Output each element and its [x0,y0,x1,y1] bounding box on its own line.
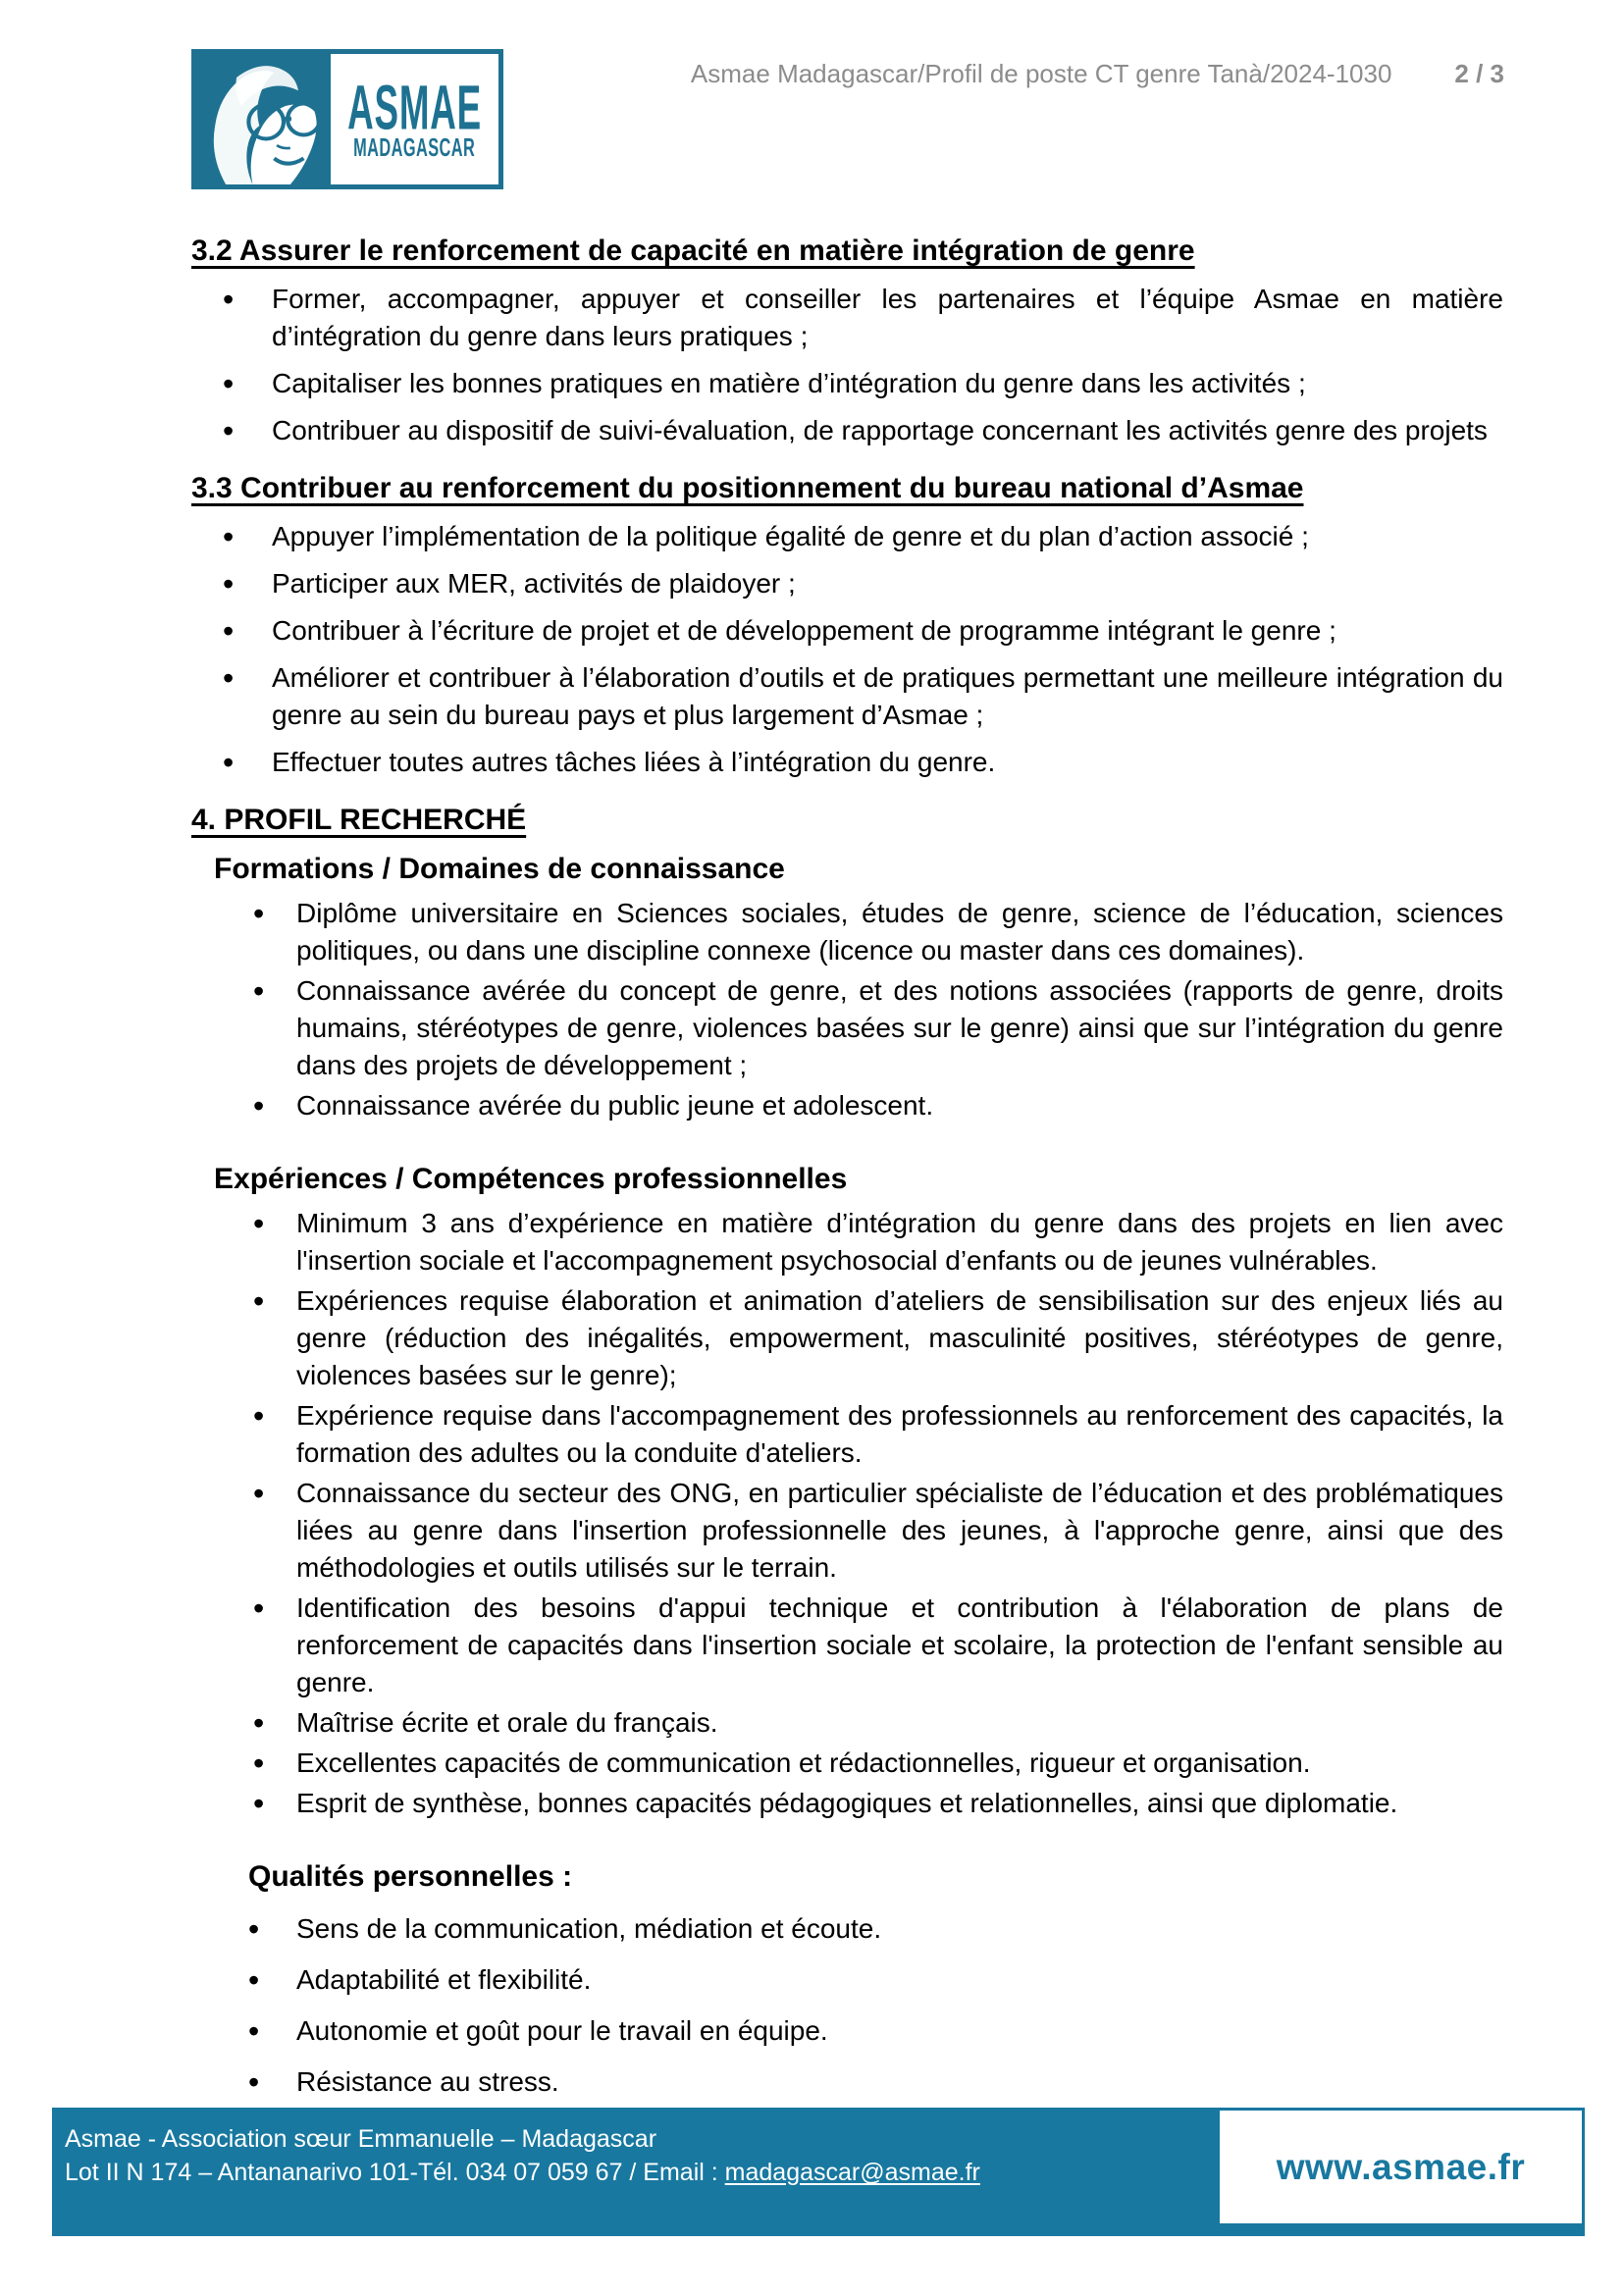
portrait-illustration-icon [196,54,331,184]
bullet-item: • Adaptabilité et flexibilité. [191,1961,1503,1999]
asmae-logo [191,49,503,189]
bullet-item: • Autonomie et goût pour le travail en équipe. [191,2012,1503,2050]
qualites-list [191,1910,1503,2101]
bullet-item: • Appuyer l’implémentation de la politique égalité de genre et du plan d’action associé ; [191,518,1503,555]
document-header [0,0,1624,189]
section-3-2-heading: 3.2 Assurer le renforcement de capacité en matière intégration de genre [191,235,1195,267]
bullet-item: • Connaissance du secteur des ONG, en particulier spécialiste de l’éducation et des problématiques liées au genre dans l'insertion professionnelle des jeunes, à l'approche genre, ainsi que des méthodologies et outils utilisés sur le terrain. [191,1475,1503,1587]
document-body [0,232,1624,2101]
section-3-3 [191,469,1503,781]
formations-heading: Formations / Domaines de connaissance [214,853,785,885]
bullet-item: • Sens de la communication, médiation et écoute. [191,1910,1503,1948]
page-number: 2 / 3 [1454,59,1504,88]
bullet-item: • Contribuer au dispositif de suivi-évaluation, de rapportage concernant les activités genre des projets [191,412,1503,449]
footer-website-text: www.asmae.fr [1276,2146,1526,2187]
bullet-item: • Excellentes capacités de communication et rédactionnelles, rigueur et organisation. [191,1745,1503,1782]
section-3-3-list [191,518,1503,781]
subsection-formations [191,850,1503,1124]
logo-region-text: MADAGASCAR [353,134,476,163]
section-3-2-list [191,281,1503,449]
subsection-experiences [191,1160,1503,1822]
logo-brand-text: ASMAE [346,71,482,143]
subsection-qualites [191,1857,1503,2101]
bullet-item: • Former, accompagner, appuyer et conseiller les partenaires et l’équipe Asmae en matière d’intégration du genre dans leurs pratiques ; [191,281,1503,355]
header-meta [691,59,1504,89]
footer-org-line: Asmae - Association sœur Emmanuelle – Madagascar [65,2125,657,2153]
section-4-heading: 4. PROFIL RECHERCHÉ [191,804,527,836]
section-3-2 [191,232,1503,449]
bullet-item: • Expérience requise dans l'accompagnement des professionnels au renforcement des capacités, la formation des adultes ou la conduite d'ateliers. [191,1397,1503,1472]
experiences-list [191,1205,1503,1822]
bullet-item: • Contribuer à l’écriture de projet et de développement de programme intégrant le genre ; [191,612,1503,650]
bullet-item: • Connaissance avérée du concept de genre, et des notions associées (rapports de genre, droits humains, stéréotypes de genre, violences basées sur le genre) ainsi que sur l’intégration du genre dans des projets de développement ; [191,972,1503,1084]
experiences-heading: Expériences / Compétences professionnelles [214,1163,848,1195]
qualites-heading: Qualités personnelles : [248,1860,573,1893]
bullet-item: • Capitaliser les bonnes pratiques en matière d’intégration du genre dans les activités ; [191,365,1503,402]
bullet-item: • Améliorer et contribuer à l’élaboration d’outils et de pratiques permettant une meilleure intégration du genre au sein du bureau pays et plus largement d’Asmae ; [191,659,1503,734]
footer-banner [52,2108,1585,2236]
section-3-3-heading: 3.3 Contribuer au renforcement du positionnement du bureau national d’Asmae [191,472,1304,504]
bullet-item: • Effectuer toutes autres tâches liées à l’intégration du genre. [191,744,1503,781]
bullet-item: • Connaissance avérée du public jeune et adolescent. [191,1087,1503,1124]
bullet-item: • Expériences requise élaboration et animation d’ateliers de sensibilisation sur des enjeux liés au genre (réduction des inégalités, empowerment, masculinité positives, stéréotypes de genre, violences basées sur le genre); [191,1282,1503,1394]
formations-list [191,895,1503,1124]
footer-address-prefix: Lot II N 174 – Antananarivo 101-Tél. 034 07 059 67 / Email : [65,2159,725,2186]
bullet-item: • Diplôme universitaire en Sciences sociales, études de genre, science de l’éducation, sciences politiques, ou dans une discipline connexe (licence ou master dans ces domaines). [191,895,1503,969]
bullet-item: • Esprit de synthèse, bonnes capacités pédagogiques et relationnelles, ainsi que diplomatie. [191,1785,1503,1822]
footer-email-link[interactable]: madagascar@asmae.fr [724,2159,980,2186]
section-4 [191,801,1503,2101]
bullet-item: • Identification des besoins d'appui technique et contribution à l'élaboration de plans de renforcement de capacités dans l'insertion sociale et scolaire, la protection de l'enfant sensible au genre. [191,1590,1503,1701]
bullet-item: • Participer aux MER, activités de plaidoyer ; [191,565,1503,602]
bullet-item: • Résistance au stress. [191,2063,1503,2101]
logo-wordmark [331,54,498,184]
footer-website-box [1220,2111,1582,2223]
bullet-item: • Minimum 3 ans d’expérience en matière d’intégration du genre dans des projets en lien avec l'insertion sociale et l'accompagnement psychosocial d’enfants ou de jeunes vulnérables. [191,1205,1503,1279]
bullet-item: • Maîtrise écrite et orale du français. [191,1704,1503,1742]
doc-reference: Asmae Madagascar/Profil de poste CT genre Tanà/2024-1030 [690,59,1392,88]
